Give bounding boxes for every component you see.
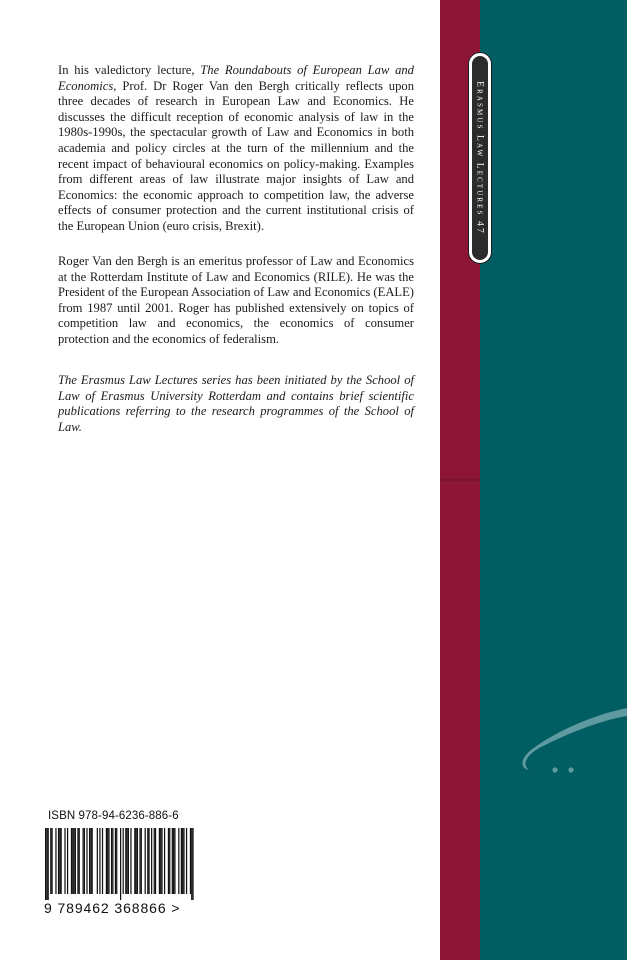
isbn-label: ISBN 978-94-6236-886-6 xyxy=(48,810,179,822)
blurb-summary-text: , Prof. Dr Roger Van den Bergh critically reflects upon three decades of research in European Law and Economics. He discusses the difficult reception of economic analysis of law in the 1980s-1990s, the spectacular growth of Law and Economics in both academia and policy circles at the turn of the millennium and the recent impact of behavioural economics on policy-making. Examples from different areas of law illustrate major insights of Law and Economics: the economic approach to competition law, the adverse effects of consumer protection and the current institutional crisis of the European Union (euro crisis, Brexit). xyxy=(58,78,414,233)
band-seam-line xyxy=(440,479,480,481)
lecture-title: The Roundabouts of European Law and Economics xyxy=(58,63,414,93)
series-label xyxy=(475,81,486,235)
barcode-digits: 9 789462 368866 > xyxy=(44,900,181,916)
blurb-paragraph-series-note: The Erasmus Law Lectures series has been initiated by the School of Law of Erasmus University Rotterdam and contains brief scientific publications referring to the research programmes of the School of Law. xyxy=(58,373,414,434)
series-name: Erasmus Law Lectures xyxy=(474,81,486,217)
series-number: 47 xyxy=(474,221,486,235)
swoosh-decoration xyxy=(505,690,627,780)
blurb-paragraph-author-bio: Roger Van den Bergh is an emeritus professor of Law and Economics at the Rotterdam Institute of Law and Economics (RILE). He was the President of the European Association of Law and Economics (EALE) from 1987 until 2001. Roger has published extensively on topics of competition law and economics, the economics of consumer protection and the economics of federalism. xyxy=(58,254,414,346)
barcode xyxy=(45,828,195,900)
spine-crimson-band-lower xyxy=(440,480,480,960)
teal-band xyxy=(480,0,627,960)
blurb-intro-text: In his valedictory lecture, xyxy=(58,63,201,77)
blurb-paragraph-summary xyxy=(58,63,414,235)
